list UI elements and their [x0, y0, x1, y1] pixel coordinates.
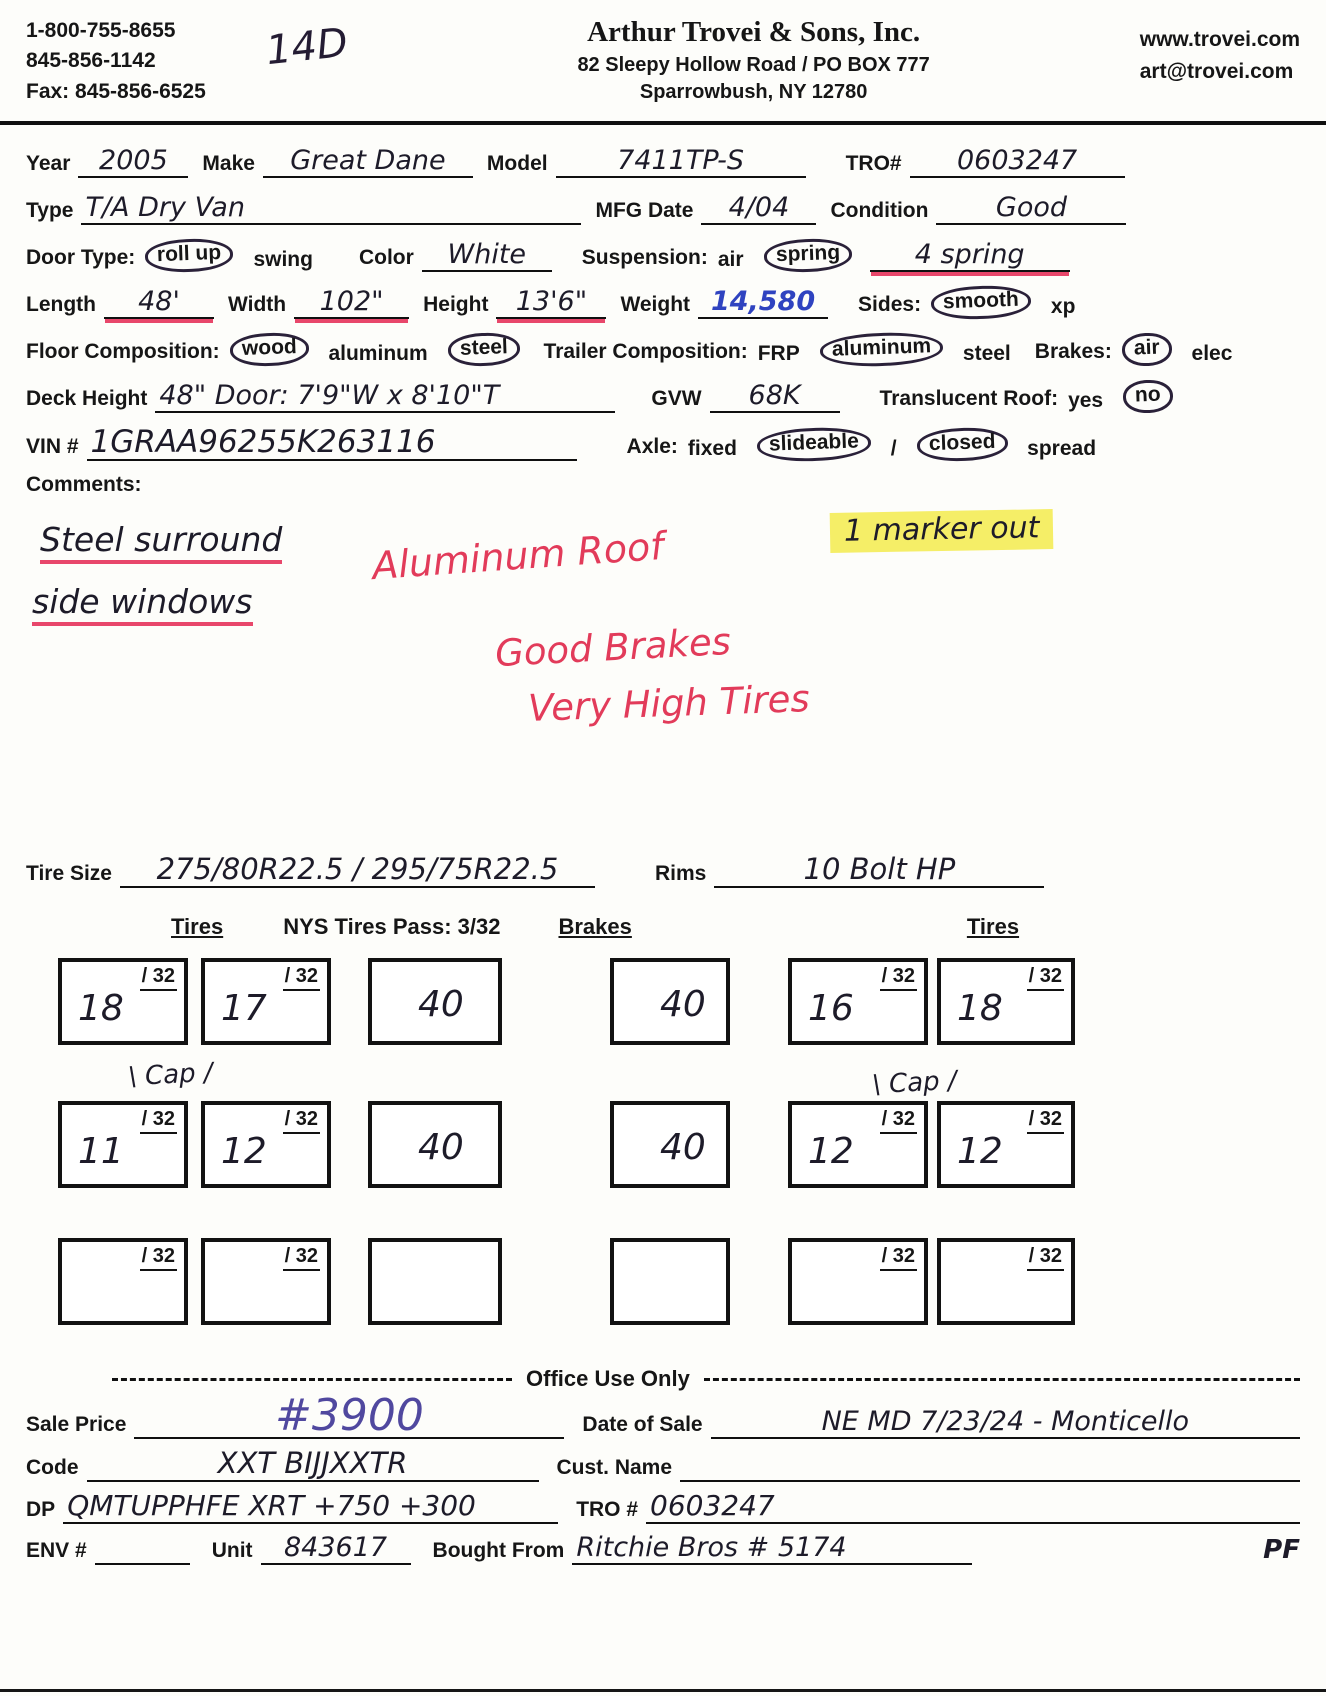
make-label: Make: [202, 152, 255, 176]
rims-field: [714, 852, 1044, 888]
code-label: Code: [26, 1456, 79, 1480]
brake-box: [368, 1101, 502, 1188]
tire-unit-label: / 32: [880, 1245, 917, 1271]
tro-label: TRO#: [845, 152, 902, 176]
roof-option-yes: yes: [1068, 389, 1104, 413]
tire-brake-grid: [0, 948, 1326, 1348]
sides-label: Sides:: [858, 293, 922, 317]
brakes-label: Brakes:: [1034, 340, 1112, 364]
cap-annotation-left: \ Cap /: [127, 1058, 214, 1093]
axle-option-closed-circled: closed: [916, 427, 1008, 463]
rims-value: 10 Bolt HP: [803, 852, 956, 887]
cust-name-label: Cust. Name: [556, 1456, 673, 1480]
floor-option-wood-circled: wood: [229, 332, 309, 368]
tire-box: [58, 958, 188, 1045]
brakes-option-elec: elec: [1191, 342, 1233, 366]
year-value: 2005: [99, 145, 168, 177]
tires-header-right: Tires: [966, 914, 1020, 940]
tire-box: [937, 1101, 1075, 1188]
company-address-line2: Sparrowbush, NY 12780: [639, 81, 868, 103]
company-website: www.trovei.com: [1139, 28, 1300, 51]
tire-value: 18: [78, 988, 124, 1030]
floor-composition-label: Floor Composition:: [26, 340, 220, 364]
sides-option-xp: xp: [1050, 295, 1076, 319]
gvw-field: [710, 382, 840, 413]
tire-value: 12: [957, 1131, 1003, 1173]
tire-unit-label: / 32: [140, 965, 177, 991]
color-field: [422, 241, 552, 272]
length-value: 48': [138, 286, 180, 318]
comment-high-tires: Very High Tires: [527, 677, 811, 731]
tire-box: [201, 958, 331, 1045]
type-label: Type: [26, 199, 74, 223]
brake-value: 40: [418, 984, 464, 1026]
comment-side-windows: side windows: [32, 585, 253, 626]
tire-unit-label: / 32: [140, 1245, 177, 1271]
office-use-only-label: Office Use Only: [526, 1366, 690, 1392]
divider-dashes-left: [112, 1378, 512, 1381]
tire-box: [937, 958, 1075, 1045]
axle-option-slideable-circled: slideable: [756, 426, 871, 463]
door-type-label: Door Type:: [26, 246, 136, 270]
brake-box: [368, 958, 502, 1045]
tire-box: [201, 1101, 331, 1188]
bought-from-field: [572, 1534, 972, 1565]
axle-separator: /: [890, 437, 897, 461]
gvw-label: GVW: [651, 387, 702, 411]
tire-unit-label: / 32: [1027, 965, 1064, 991]
office-tro-value: 0603247: [650, 1489, 775, 1523]
tire-unit-label: / 32: [880, 965, 917, 991]
office-use-divider: [26, 1366, 1300, 1392]
comment-marker-out: [830, 511, 1053, 551]
company-email: art@trovei.com: [1139, 59, 1294, 83]
sale-price-value: #3900: [274, 1390, 424, 1442]
axle-label: Axle:: [626, 435, 678, 459]
tire-unit-label: / 32: [880, 1108, 917, 1134]
tire-value: 16: [808, 988, 854, 1030]
door-type-option-swing: swing: [253, 248, 313, 272]
tire-value: 11: [78, 1131, 124, 1173]
bought-from-value: Ritchie Bros # 5174: [576, 1532, 847, 1564]
tire-unit-label: / 32: [283, 1108, 320, 1134]
tire-value: 18: [957, 988, 1003, 1030]
suspension-label: Suspension:: [581, 246, 708, 270]
brake-value: 40: [418, 1127, 464, 1169]
sides-option-smooth-circled: smooth: [931, 285, 1032, 321]
trailer-option-steel: steel: [962, 342, 1011, 366]
mfg-date-label: MFG Date: [595, 199, 694, 223]
comment-marker-out-highlight: 1 marker out: [830, 509, 1054, 553]
translucent-roof-label: Translucent Roof:: [879, 387, 1059, 411]
comment-steel-surround: Steel surround: [40, 523, 282, 564]
height-field: [496, 288, 606, 319]
weight-value: 14,580: [710, 286, 816, 318]
dp-value: QMTUPPHFE XRT +750 +300: [67, 1489, 476, 1523]
tire-box: [937, 1238, 1075, 1325]
brake-value: 40: [660, 1127, 706, 1169]
env-label: ENV #: [26, 1539, 87, 1563]
tire-size-label: Tire Size: [26, 862, 112, 886]
floor-option-aluminum: aluminum: [328, 342, 428, 366]
deck-height-label: Deck Height: [26, 387, 148, 411]
brake-box: [368, 1238, 502, 1325]
company-name: Arthur Trovei & Sons, Inc.: [587, 16, 921, 48]
trailer-composition-label: Trailer Composition:: [543, 340, 748, 364]
axle-option-spread: spread: [1027, 437, 1097, 461]
brakes-header: Brakes: [558, 914, 632, 940]
width-label: Width: [227, 293, 287, 317]
suspension-note-value: 4 spring: [914, 239, 1025, 271]
tire-unit-label: / 32: [1027, 1245, 1064, 1271]
office-tro-label: TRO #: [576, 1498, 639, 1522]
date-of-sale-field: [711, 1408, 1300, 1439]
vin-label: VIN #: [26, 435, 79, 459]
sale-price-field: [134, 1390, 564, 1442]
tire-value: 17: [221, 988, 267, 1030]
type-field: [81, 194, 581, 225]
cap-annotation-right: \ Cap /: [871, 1066, 958, 1101]
length-field: [104, 288, 214, 319]
brake-box: [610, 958, 730, 1045]
tire-grid-headers: [0, 914, 1326, 940]
floor-option-steel-circled: steel: [447, 332, 520, 367]
handwritten-lot-code: 14D: [263, 19, 350, 75]
tires-header-left: Tires: [171, 914, 224, 940]
office-tro-field: [646, 1489, 1300, 1524]
tire-unit-label: / 32: [283, 1245, 320, 1271]
tire-size-field: [120, 852, 595, 888]
vin-value: 1GRAA96255K263116: [90, 424, 436, 461]
width-field: [294, 288, 409, 319]
gvw-value: 68K: [748, 380, 801, 412]
tire-box: [788, 1101, 928, 1188]
comment-aluminum-roof: Aluminum Roof: [370, 524, 665, 589]
pf-annotation: PF: [1263, 1535, 1300, 1566]
tire-box: [788, 1238, 928, 1325]
year-label: Year: [26, 152, 71, 176]
env-field: [95, 1562, 190, 1565]
date-of-sale-label: Date of Sale: [582, 1413, 703, 1437]
brakes-option-air-circled: air: [1121, 332, 1172, 367]
condition-value: Good: [995, 192, 1067, 224]
width-value: 102": [319, 286, 384, 318]
comments-area: [0, 499, 1326, 851]
trailer-option-aluminum-circled: aluminum: [819, 331, 943, 368]
make-field: [263, 147, 473, 178]
phone-tollfree: 1-800-755-8655: [26, 19, 176, 42]
brake-box: [610, 1238, 730, 1325]
page-bottom-scan-line: [0, 1689, 1326, 1692]
weight-field: [698, 288, 828, 319]
code-field: [87, 1446, 539, 1482]
comment-good-brakes: Good Brakes: [494, 620, 732, 676]
condition-label: Condition: [830, 199, 929, 223]
vin-field: [87, 424, 577, 461]
tire-box: [58, 1101, 188, 1188]
divider-dashes-right: [704, 1378, 1300, 1381]
length-label: Length: [26, 293, 96, 317]
code-value: XXT BIJJXXTR: [217, 1446, 408, 1481]
weight-label: Weight: [620, 293, 691, 317]
unit-field: [261, 1534, 411, 1565]
mfg-date-value: 4/04: [728, 192, 790, 224]
dp-label: DP: [26, 1498, 56, 1522]
height-value: 13'6": [515, 286, 588, 318]
tire-unit-label: / 32: [283, 965, 320, 991]
height-label: Height: [423, 293, 489, 317]
header-divider: [0, 121, 1326, 125]
tire-unit-label: / 32: [1027, 1108, 1064, 1134]
rims-label: Rims: [655, 862, 707, 886]
cust-name-field: [680, 1479, 1300, 1482]
tire-value: 12: [221, 1131, 267, 1173]
unit-value: 843617: [283, 1532, 388, 1564]
tro-value: 0603247: [956, 145, 1078, 177]
model-field: [556, 147, 806, 178]
brake-box: [610, 1101, 730, 1188]
color-label: Color: [358, 246, 414, 270]
type-value: T/A Dry Van: [85, 192, 245, 224]
tire-box: [788, 958, 928, 1045]
unit-label: Unit: [211, 1539, 253, 1563]
brake-value: 40: [660, 984, 706, 1026]
mfg-date-field: [701, 194, 816, 225]
nys-tires-pass-label: NYS Tires Pass: 3/32: [283, 914, 501, 940]
tire-box: [201, 1238, 331, 1325]
company-block: [388, 16, 1120, 106]
axle-option-fixed: fixed: [687, 437, 737, 461]
suspension-option-spring-circled: spring: [763, 238, 852, 274]
trailer-option-frp: FRP: [757, 342, 800, 366]
tire-value: 12: [808, 1131, 854, 1173]
door-type-option-rollup-circled: roll up: [145, 238, 234, 274]
comments-label: Comments:: [26, 473, 142, 497]
color-value: White: [447, 239, 527, 271]
office-use-section: [0, 1366, 1326, 1565]
condition-field: [936, 194, 1126, 225]
year-field: [78, 147, 188, 178]
roof-option-no-circled: no: [1123, 379, 1174, 414]
suspension-option-air: air: [717, 248, 744, 272]
dp-field: [63, 1489, 558, 1524]
sale-price-label: Sale Price: [26, 1413, 127, 1437]
contact-phones: [26, 16, 206, 107]
model-label: Model: [486, 152, 548, 176]
model-value: 7411TP-S: [617, 145, 745, 177]
company-web-contact: [1140, 24, 1300, 87]
tire-box: [58, 1238, 188, 1325]
deck-height-value: 48" Door: 7'9"W x 8'10"T: [159, 380, 500, 412]
bought-from-label: Bought From: [432, 1539, 565, 1563]
fax-number: Fax: 845-856-6525: [26, 79, 206, 103]
phone-local: 845-856-1142: [26, 49, 156, 73]
deck-height-field: [155, 382, 615, 413]
date-of-sale-value: NE MD 7/23/24 - Monticello: [821, 1406, 1190, 1438]
tro-field: [910, 147, 1125, 178]
form-header: [0, 0, 1326, 113]
suspension-note-field: [870, 241, 1070, 272]
company-address-line1: 82 Sleepy Hollow Road / PO BOX 777: [577, 54, 930, 76]
make-value: Great Dane: [290, 145, 446, 177]
tire-size-value: 275/80R22.5 / 295/75R22.5: [156, 852, 559, 887]
tire-unit-label: / 32: [140, 1108, 177, 1134]
